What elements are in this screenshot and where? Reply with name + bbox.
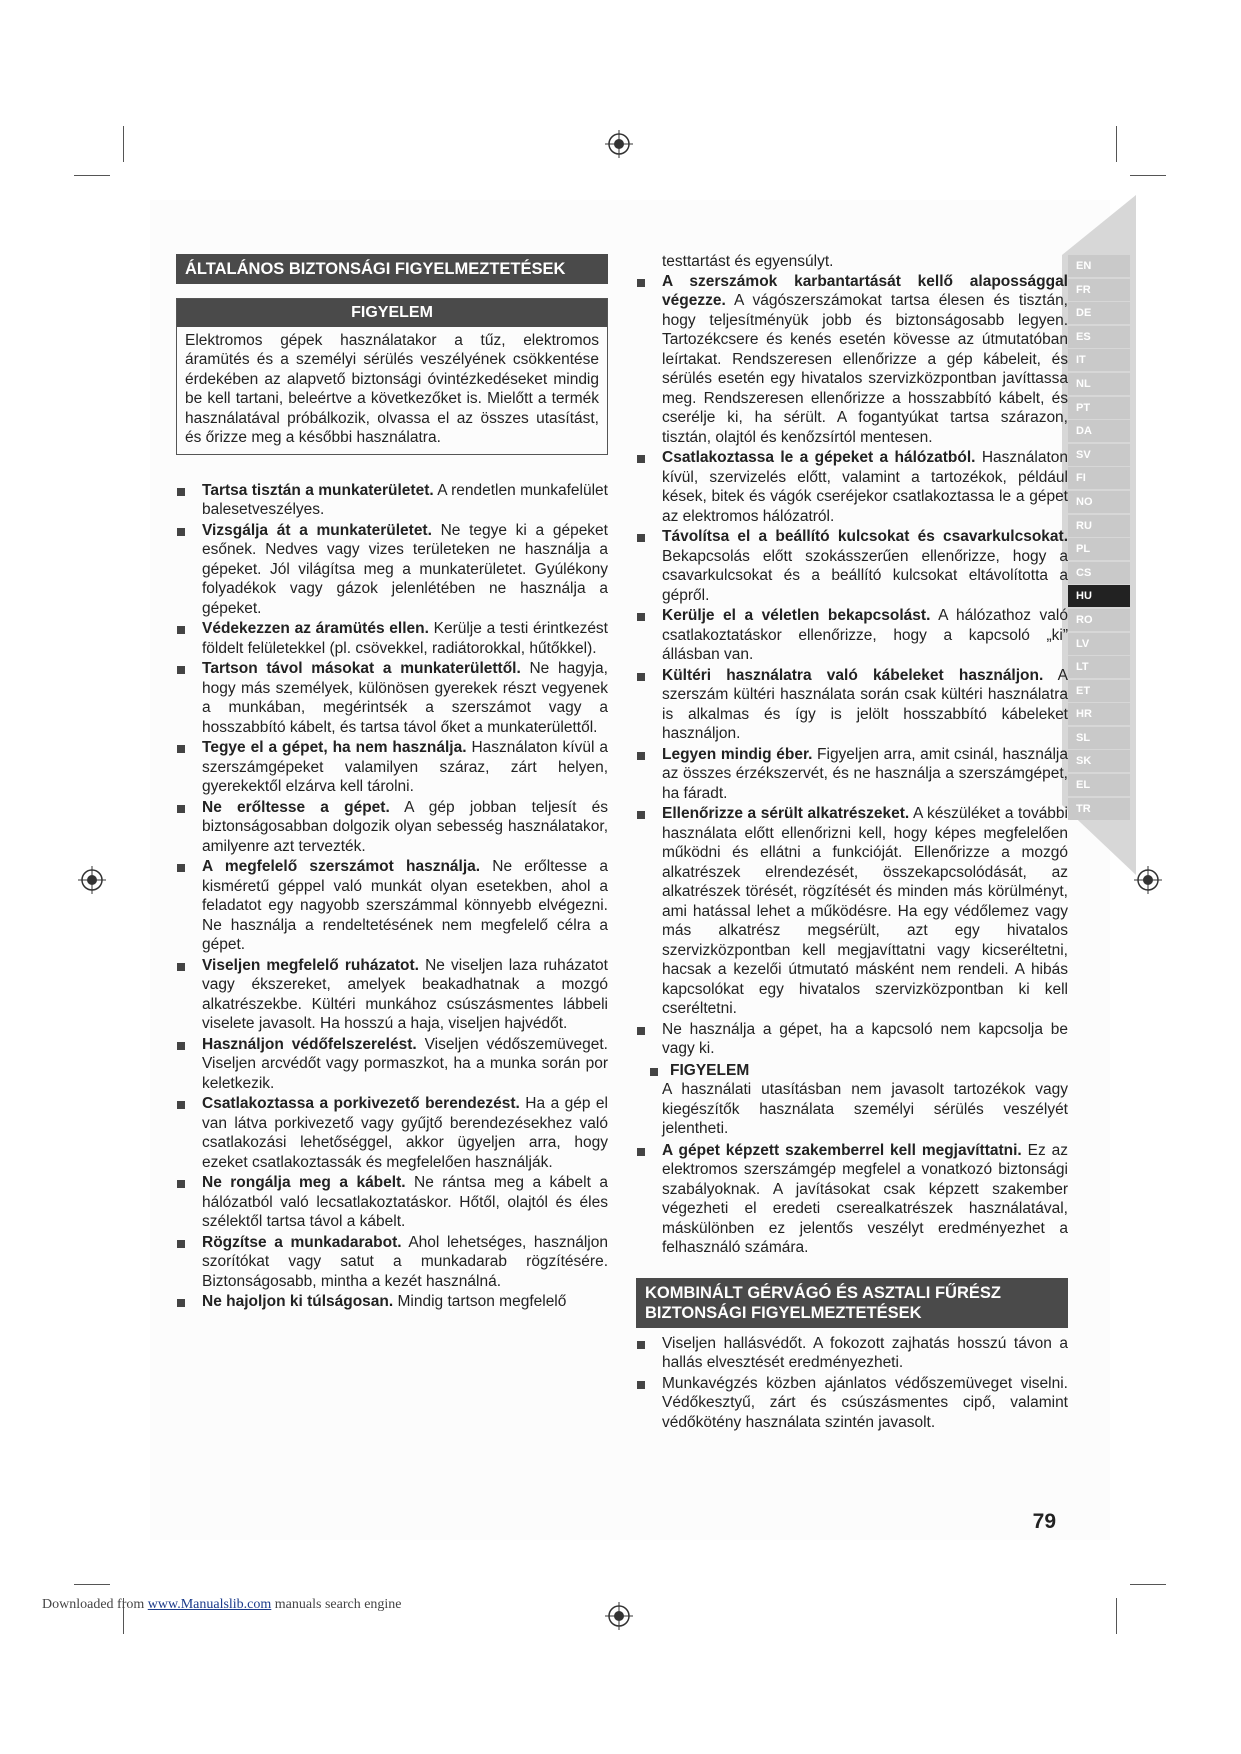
list-item (636, 1141, 1068, 1258)
language-tab-sk[interactable]: SK (1068, 750, 1130, 772)
list-item (176, 659, 608, 737)
item-text: Ahol lehetséges, használjon szorítókat vagy satut a munkadarab rögzítésére. Biztonságosabb, mintha a kezét használná. (202, 1233, 608, 1290)
item-text: Ne tegye ki a gépeket esőnek. Nedves vagy vizes területeken ne használja a gépeket. Jól világítsa meg a munkaterületet. Gyúlékony folyadékok vagy gázok jelenlétében ne használja a gépeket. (202, 521, 608, 617)
list-item (176, 1035, 608, 1094)
item-heading: Ne rongálja meg a kábelt. (202, 1174, 406, 1191)
crop-mark (1130, 175, 1166, 176)
language-tab-es[interactable]: ES (1068, 326, 1130, 348)
item-heading: Tegye el a gépet, ha nem használja. (202, 739, 467, 756)
list-item (176, 798, 608, 857)
list-item (636, 666, 1068, 744)
language-tab-ro[interactable]: RO (1068, 609, 1130, 631)
language-tab-et[interactable]: ET (1068, 680, 1130, 702)
language-tab-no[interactable]: NO (1068, 491, 1130, 513)
item-heading: Használjon védőfelszerelést. (202, 1035, 417, 1053)
item-heading: A megfelelő szerszámot használja. (202, 858, 481, 875)
list-item (636, 1334, 1068, 1373)
list-item (176, 619, 608, 658)
list-item (176, 1292, 608, 1312)
item-text: Használaton kívül, szervizelés előtt, valamint a tartozékok, például kések, bitek és vágók cseréjekor csatlakoztassa le a gépet az elektromos hálózatról. (662, 449, 1068, 525)
language-tabs (1068, 255, 1130, 821)
warning-text: Elektromos gépek használatakor a tűz, elektromos áramütés és a személyi sérülés veszélyének csökkentése érdekében az alapvető biztonsági óvintézkedéseket mindig be kell tartani, beleértve a következőket is. Mielőtt a termék használatával próbálkozik, olvassa el az összes utasítást, és őrizze meg a későbbi használatra. (185, 331, 599, 446)
figyelem-heading: FIGYELEM (650, 1061, 1068, 1081)
item-heading: Vizsgálja át a munkaterületet. (202, 521, 432, 539)
language-tab-hr[interactable]: HR (1068, 703, 1130, 725)
crop-mark (1116, 126, 1117, 162)
list-item (176, 1094, 608, 1172)
item-text: Kerülje a testi érintkezést földelt felületekkel (pl. csövekkel, radiátorokkal, hűtőkkel). (202, 620, 608, 657)
item-text: A gép jobban teljesít és biztonságosabban dolgozik olyan sebesség használatakor, amilyenre azt tervezték. (202, 798, 608, 855)
language-tab-pt[interactable]: PT (1068, 397, 1130, 419)
list-item (636, 272, 1068, 448)
item-text: A hálózathoz való csatlakoztatáskor ellenőrizze, hogy a kapcsoló „ki” állásban van. (662, 607, 1068, 663)
page-number: 79 (1032, 1510, 1056, 1533)
language-tab-sv[interactable]: SV (1068, 444, 1130, 466)
list-item (176, 956, 608, 1034)
item-text: Ha a gép el van látva porkivezető vagy gyűjtő berendezésekhez való csatlakozási lehetőséggel, akkor ügyeljen arra, hogy ezeket csatlakoztassák és megfelelően használják. (202, 1095, 608, 1171)
list-item (636, 804, 1068, 1019)
item-text: A vágószerszámokat tartsa élesen és tisztán, hogy teljesítményük jobb és biztonságosabb legyen. Tartozékcsere és kenés esetén kövesse az útmutatóban leírtakat. Rendszeresen ellenőrizze a gép kábeleit, és sérülés esetén egy hivatalos szervizközpontban javíttassa meg. Rendszeresen ellenőrizze a hosszabbító kábelt, és cserélje ki, ha sérült. A fogantyúkat tartsa szárazon, tisztán, olajtól és kenőzsírtól mentesen. (662, 292, 1068, 446)
item-text: Viseljen védőszemüveget. Viseljen arcvédőt vagy pormaszkot, ha a munka során por keletkezik. (202, 1035, 608, 1092)
item-heading: Ne erőltesse a gépet. (202, 798, 390, 816)
item-heading: Legyen mindig éber. (662, 745, 813, 763)
right-item-list (636, 272, 1068, 1059)
item-heading: Védekezzen az áramütés ellen. (202, 620, 429, 637)
item-text: Figyeljen arra, amit csinál, használja az összes érzékszervét, és ne használja a szerszámgépet, ha fáradt. (662, 745, 1068, 802)
section-title-2-line2: BIZTONSÁGI FIGYELMEZTETÉSEK (645, 1303, 922, 1322)
left-item-list (176, 481, 608, 1312)
list-item (636, 448, 1068, 526)
item-text: Ne használja a gépet, ha a kapcsoló nem kapcsolja be vagy ki. (662, 1020, 1068, 1057)
footer-suffix: manuals search engine (271, 1597, 402, 1612)
section-title-2-line1: KOMBINÁLT GÉRVÁGÓ ÉS ASZTALI FŰRÉSZ (645, 1283, 1001, 1302)
right-item-list-2 (636, 1141, 1068, 1258)
crop-mark (74, 175, 110, 176)
language-tab-hu[interactable]: HU (1068, 585, 1130, 607)
item-heading: Tartsa tisztán a munkaterületet. (202, 481, 434, 499)
item-heading: Távolítsa el a beállító kulcsokat és csavarkulcsokat. (662, 528, 1068, 545)
item-text: Bekapcsolás előtt szokásszerűen ellenőrizze, hogy a csavarkulcsokat és a beállító kulcsokat eltávolította a gépről. (662, 547, 1068, 604)
language-tab-tr[interactable]: TR (1068, 798, 1130, 820)
item-text: Ez az elektromos szerszámgép megfelel a vonatkozó biztonsági szabályoknak. A javításokat csak képzett szakember végezheti el eredeti cserealkatrészek használatával, máskülönben ez jelentős veszélyt eredményezhet a felhasználó számára. (662, 1141, 1068, 1256)
footer-link[interactable]: www.Manualslib.com (147, 1597, 272, 1612)
language-tab-el[interactable]: EL (1068, 774, 1130, 796)
crop-mark (1116, 1598, 1117, 1634)
crop-mark (74, 1584, 110, 1585)
item-text: Ne erőltesse a kisméretű géppel való munkát olyan esetekben, ahol a feladatot egy nagyobb szerszámmal könnyebb elvégezni. Ne használja a rendeltetésének nem megfelelő célra a gépet. (202, 858, 608, 953)
item-heading: Viseljen megfelelő ruházatot. (202, 956, 419, 974)
list-item (636, 606, 1068, 665)
warning-box (176, 298, 608, 455)
right-item-list-3 (636, 1334, 1068, 1433)
item-text: Viseljen hallásvédőt. A fokozott zajhatás hosszú távon a hallás elvesztését eredményezheti. (662, 1334, 1068, 1371)
list-item (636, 1020, 1068, 1059)
list-item (176, 1233, 608, 1292)
item-text: Mindig tartson megfelelő (393, 1293, 567, 1310)
left-column (176, 254, 608, 1313)
registration-mark-icon (605, 1602, 633, 1630)
list-item (176, 738, 608, 797)
language-tab-fi[interactable]: FI (1068, 467, 1130, 489)
item-heading: Csatlakoztassa le a gépeket a hálózatból. (662, 449, 976, 466)
language-tab-lv[interactable]: LV (1068, 633, 1130, 655)
item-text: A készüléket a további használata előtt ellenőrizni kell, hogy képes megfelelően működni és ellátni a funkcióját. Ellenőrizze a mozgó alkatrészek elrendezését, összekapcsolódását, az alkatrészek törését, rögzítését és minden más körülményt, ami hatással lehet a működésre. Ha egy védőlemez vagy más alkatrész megsérült, azt egy hivatalos szervizközpontban kell megjavíttatni vagy kicseréltetni, hacsak a kezelői útmutató másként nem rendeli. A hibás kapcsolókat egy hivatalos szervizközpontban ki kell cseréltetni. (662, 805, 1068, 1017)
item-heading: Tartson távol másokat a munkaterülettől. (202, 660, 521, 677)
footer-prefix: Downloaded from (42, 1597, 148, 1612)
language-tab-lt[interactable]: LT (1068, 656, 1130, 678)
language-tab-da[interactable]: DA (1068, 420, 1130, 442)
registration-mark-icon (605, 130, 633, 158)
registration-mark-icon (78, 866, 106, 894)
item-text: Ne hagyja, hogy más személyek, különösen gyerekek részt vegyenek a munkában, megérintsék a szerszámot vagy a hosszabbító kábelt, és tartsa távol őket a munkaterülettől. (202, 660, 608, 736)
list-item (176, 521, 608, 619)
continued-text: testtartást és egyensúlyt. (662, 253, 834, 270)
item-text: A szerszám kültéri használata során csak kültéri használatra is alkalmas és így is jelölt hosszabbító kábeleket használjon. (662, 666, 1068, 742)
list-item (176, 1173, 608, 1232)
right-column (636, 252, 1068, 1433)
item-heading: Csatlakoztassa a porkivezető berendezést. (202, 1095, 520, 1112)
item-text: Ne rántsa meg a kábelt a hálózatból való lecsatlakoztatáskor. Hőtől, olajtól és éles szélektől tartsa távol a kábelt. (202, 1174, 608, 1230)
item-heading: A szerszámok karbantartását kellő alapossággal végezze. (662, 272, 1068, 309)
section-title-2 (636, 1278, 1068, 1328)
item-heading: Kültéri használatra való kábeleket használjon. (662, 666, 1044, 684)
list-item (636, 1374, 1068, 1433)
item-heading: Ellenőrizze a sérült alkatrészeket. (662, 805, 910, 822)
item-text: Ne viseljen laza ruházatot vagy ékszereket, amelyek beakadhatnak a mozgó alkatrészekbe. Kültéri munkához csúszásmentes lábbeli viselete javasolt. Ha hosszú a haja, viseljen hajvédőt. (202, 956, 608, 1032)
language-tab-pl[interactable]: PL (1068, 538, 1130, 560)
crop-mark (1130, 1584, 1166, 1585)
item-text: A rendetlen munkafelület balesetveszélyes. (202, 481, 608, 518)
item-heading: Ne hajoljon ki túlságosan. (202, 1293, 394, 1310)
list-item (636, 745, 1068, 804)
list-item (176, 481, 608, 520)
list-item (176, 857, 608, 955)
section-title: ÁLTALÁNOS BIZTONSÁGI FIGYELMEZTETÉSEK (176, 254, 608, 284)
crop-mark (123, 126, 124, 162)
item-text: Munkavégzés közben ajánlatos védőszemüveget viselni. Védőkesztyű, zárt és csúszásmentes cipő, valamint védőkötény használata szintén javasolt. (662, 1374, 1068, 1431)
language-tab-cs[interactable]: CS (1068, 562, 1130, 584)
footer (42, 1597, 402, 1613)
list-item (636, 527, 1068, 605)
language-tab-en[interactable]: EN (1068, 255, 1130, 277)
language-tab-sl[interactable]: SL (1068, 727, 1130, 749)
item-heading: A gépet képzett szakemberrel kell megjavíttatni. (662, 1141, 1022, 1159)
language-tab-ru[interactable]: RU (1068, 515, 1130, 537)
figyelem-text: A használati utasításban nem javasolt tartozékok vagy kiegészítők használata személyi sérülés veszélyét jelentheti. (662, 1081, 1068, 1137)
language-tab-de[interactable]: DE (1068, 302, 1130, 324)
registration-mark-icon (1134, 866, 1162, 894)
item-heading: Rögzítse a munkadarabot. (202, 1233, 402, 1251)
item-heading: Kerülje el a véletlen bekapcsolást. (662, 607, 931, 624)
language-tab-fr[interactable]: FR (1068, 279, 1130, 301)
warning-title: FIGYELEM (177, 299, 607, 327)
language-tab-nl[interactable]: NL (1068, 373, 1130, 395)
language-tab-it[interactable]: IT (1068, 349, 1130, 371)
item-text: Használaton kívül a szerszámgépeket valamilyen száraz, zárt helyen, gyerekektől elzárva kell tárolni. (202, 739, 608, 795)
